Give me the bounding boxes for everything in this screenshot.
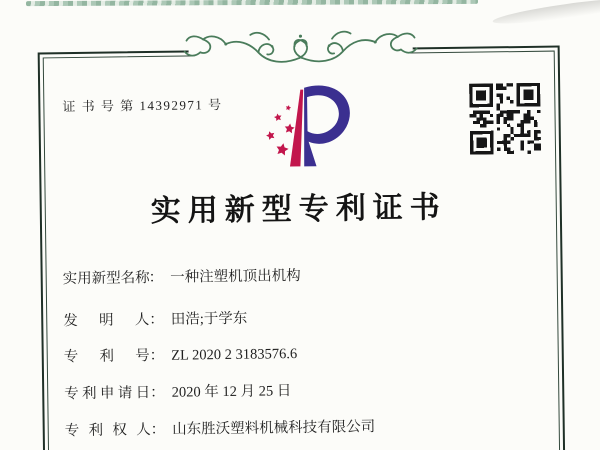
field-colon: ： (148, 269, 164, 287)
certificate-number: 证 书 号 第 14392971 号 (62, 97, 223, 115)
field-colon: ： (150, 421, 166, 439)
field-colon: ： (149, 311, 164, 329)
field-label: 专利申请日 (64, 385, 151, 403)
field-label: 专利权人 (64, 422, 151, 440)
field-inventors (63, 307, 247, 330)
field-label: 专利号 (63, 348, 150, 366)
dragon-flourish-icon (182, 20, 419, 75)
qr-code-icon (469, 83, 541, 155)
field-value: 田浩;于学东 (170, 310, 248, 328)
field-value: 一种注塑机顶出机构 (170, 267, 301, 286)
field-application-date (64, 379, 291, 403)
field-colon: ： (150, 384, 165, 402)
field-patentee (65, 415, 376, 440)
field-value: 山东胜沃塑料机械科技有限公司 (172, 419, 376, 438)
field-value: 2020 年 12 月 25 日 (171, 383, 292, 401)
cnipa-emblem-icon (244, 83, 363, 175)
field-utility-model-name (63, 264, 301, 288)
field-label: 发明人 (63, 312, 150, 330)
certificate-title: 实用新型专利证书 (150, 191, 448, 229)
field-patent-number (64, 342, 298, 366)
field-value: ZL 2020 2 3183576.6 (171, 346, 298, 364)
field-colon: ： (149, 347, 165, 365)
field-label: 实用新型名称 (62, 270, 150, 288)
